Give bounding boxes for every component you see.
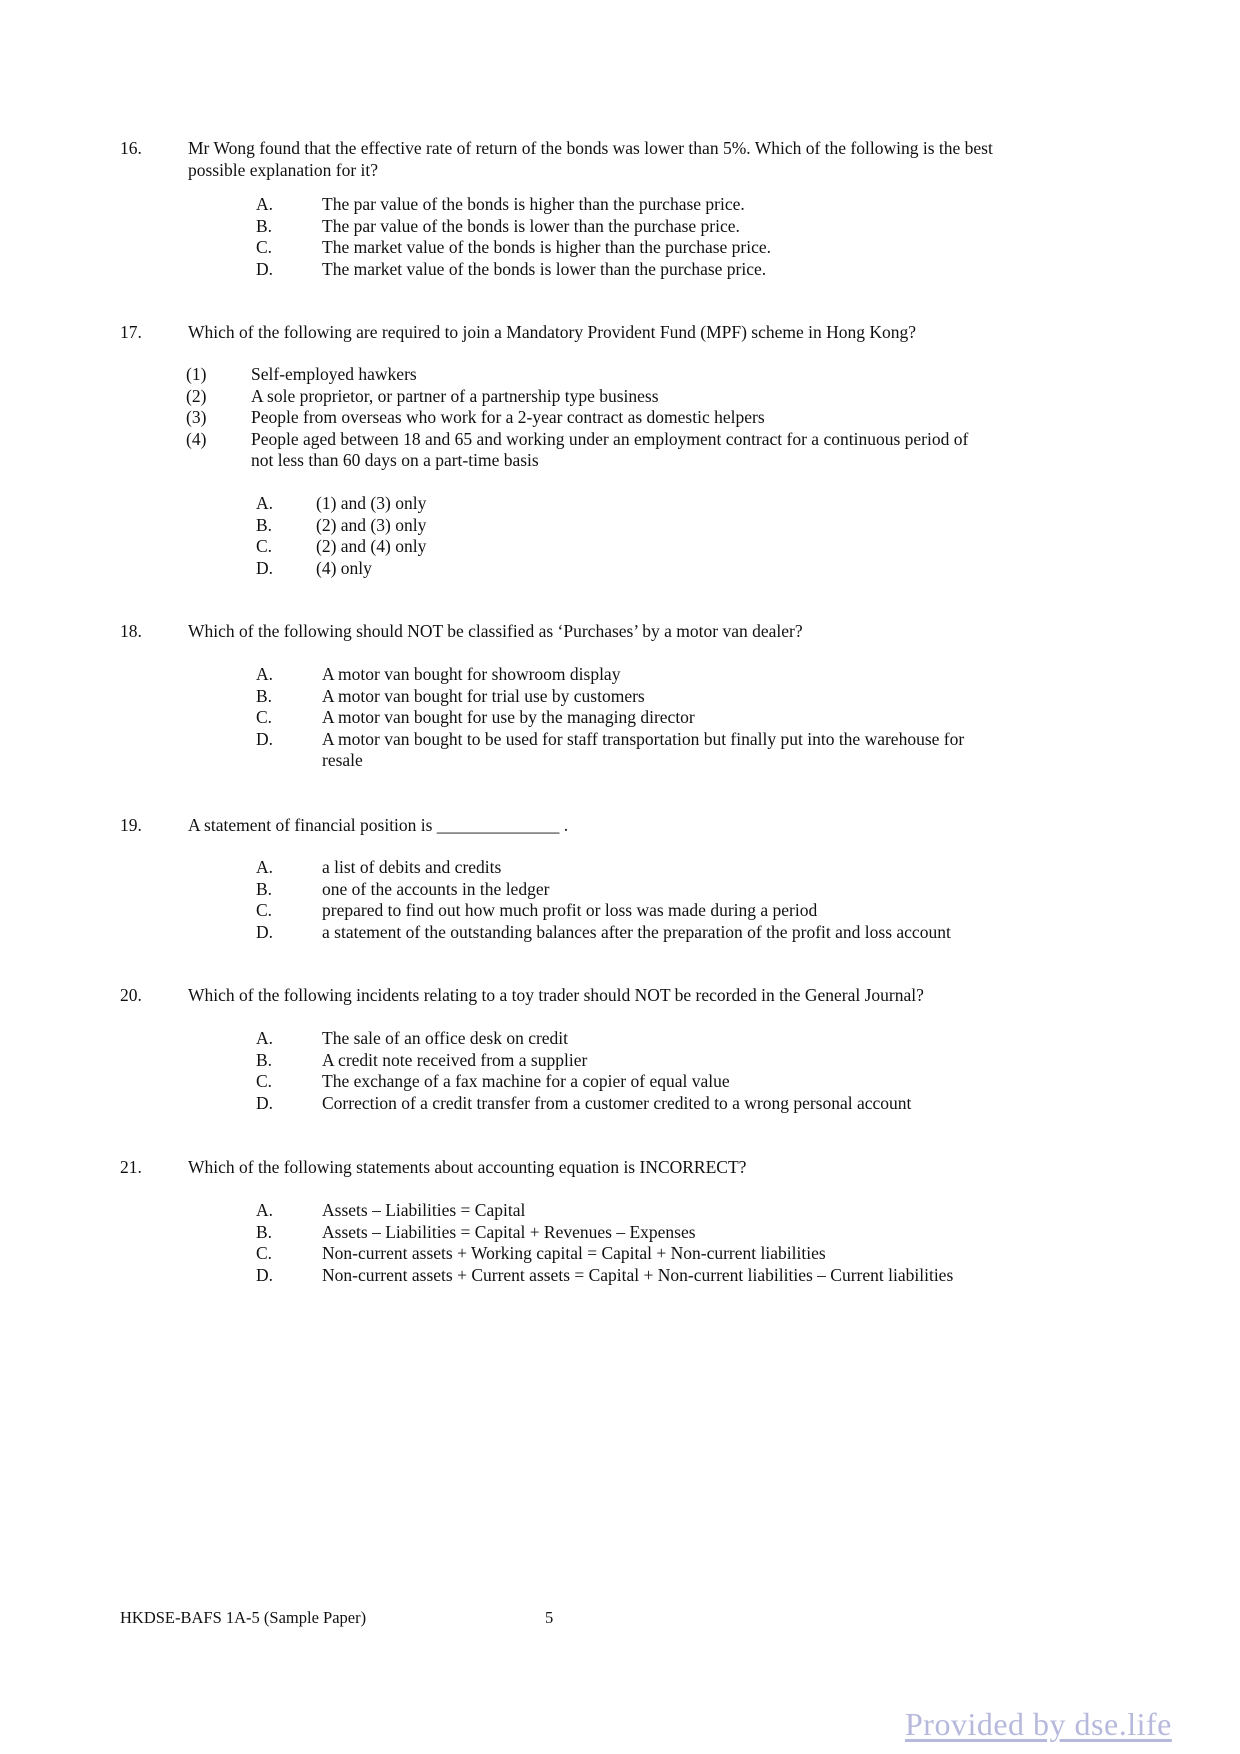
option-letter: C. — [256, 1243, 273, 1263]
option-text: (4) only — [316, 557, 372, 578]
option-text: The par value of the bonds is lower than the purchase price. — [322, 215, 740, 236]
option-text: (2) and (3) only — [316, 514, 427, 535]
option-text: Non-current assets + Current assets = Capital + Non-current liabilities – Current liabilities — [322, 1264, 954, 1285]
option-text: Assets – Liabilities = Capital + Revenues – Expenses — [322, 1221, 696, 1242]
option-letter: A. — [256, 493, 274, 513]
page-number: 5 — [545, 1608, 554, 1627]
option-text: Non-current assets + Working capital = Capital + Non-current liabilities — [322, 1243, 826, 1263]
option-text: (1) and (3) only — [316, 493, 427, 513]
option-letter: D. — [256, 921, 274, 942]
option-text: The par value of the bonds is higher than the purchase price. — [322, 194, 745, 214]
option-text: A motor van bought to be used for staff transportation but finally put into the warehouse for resale — [322, 728, 965, 770]
question-text: Which of the following are required to join a Mandatory Provident Fund (MPF) scheme in Hong Kong? — [188, 322, 917, 342]
option-letter: B. — [256, 1049, 273, 1070]
question-number: 21. — [120, 1157, 142, 1177]
option-letter: C. — [256, 900, 273, 920]
option-letter: A. — [256, 194, 274, 214]
item-number: (4) — [186, 428, 207, 449]
option-letter: A. — [256, 1028, 274, 1048]
option-text: A credit note received from a supplier — [322, 1049, 588, 1070]
question-text: Mr Wong found that the effective rate of return of the bonds was lower than 5%. Which of the following is the best possible explanation for it? — [188, 138, 993, 180]
question-number: 18. — [120, 621, 142, 641]
option-text: Correction of a credit transfer from a customer credited to a wrong personal account — [322, 1092, 912, 1113]
option-text: The exchange of a fax machine for a copier of equal value — [322, 1071, 730, 1091]
option-text: a list of debits and credits — [322, 857, 502, 877]
question-number: 20. — [120, 985, 142, 1005]
item-text: Self-employed hawkers — [251, 364, 417, 384]
option-letter: B. — [256, 878, 273, 899]
option-text: one of the accounts in the ledger — [322, 878, 550, 899]
question-text: Which of the following should NOT be classified as ‘Purchases’ by a motor van dealer? — [188, 621, 803, 641]
question-number: 17. — [120, 322, 142, 342]
item-number: (1) — [186, 364, 207, 384]
option-letter: B. — [256, 1221, 273, 1242]
item-text: People aged between 18 and 65 and working under an employment contract for a continuous period of not less than 60 days on a part-time basis — [251, 428, 969, 470]
option-letter: C. — [256, 1071, 273, 1091]
option-letter: D. — [256, 728, 274, 749]
option-letter: B. — [256, 215, 273, 236]
option-letter: D. — [256, 557, 274, 578]
paper-code: HKDSE-BAFS 1A-5 (Sample Paper) — [120, 1608, 367, 1627]
option-text: a statement of the outstanding balances after the preparation of the profit and loss account — [322, 921, 951, 942]
option-text: The sale of an office desk on credit — [322, 1028, 569, 1048]
option-text: Assets – Liabilities = Capital — [322, 1200, 526, 1220]
option-letter: C. — [256, 707, 273, 727]
item-number: (3) — [186, 407, 207, 427]
question-text: A statement of financial position is ______________ . — [188, 815, 569, 835]
option-letter: A. — [256, 857, 274, 877]
option-text: The market value of the bonds is higher than the purchase price. — [322, 237, 772, 257]
option-text: A motor van bought for showroom display — [322, 664, 621, 684]
question-number: 16. — [120, 138, 142, 158]
option-text: (2) and (4) only — [316, 536, 427, 556]
item-number: (2) — [186, 385, 207, 406]
option-text: The market value of the bonds is lower than the purchase price. — [322, 258, 767, 279]
option-letter: C. — [256, 237, 273, 257]
option-letter: C. — [256, 536, 273, 556]
option-letter: A. — [256, 1200, 274, 1220]
option-letter: A. — [256, 664, 274, 684]
option-letter: B. — [256, 514, 273, 535]
option-text: A motor van bought for use by the managing director — [322, 707, 695, 727]
option-letter: B. — [256, 685, 273, 706]
option-text: A motor van bought for trial use by customers — [322, 685, 645, 706]
option-text: prepared to find out how much profit or loss was made during a period — [322, 900, 818, 920]
question-text: Which of the following statements about accounting equation is INCORRECT? — [188, 1157, 747, 1177]
watermark-link[interactable]: Provided by dse.life — [905, 1706, 1172, 1742]
option-letter: D. — [256, 1092, 274, 1113]
option-letter: D. — [256, 1264, 274, 1285]
item-text: A sole proprietor, or partner of a partnership type business — [251, 385, 659, 406]
question-number: 19. — [120, 815, 142, 835]
question-text: Which of the following incidents relating to a toy trader should NOT be recorded in the General Journal? — [188, 985, 924, 1005]
option-letter: D. — [256, 258, 274, 279]
item-text: People from overseas who work for a 2-year contract as domestic helpers — [251, 407, 765, 427]
